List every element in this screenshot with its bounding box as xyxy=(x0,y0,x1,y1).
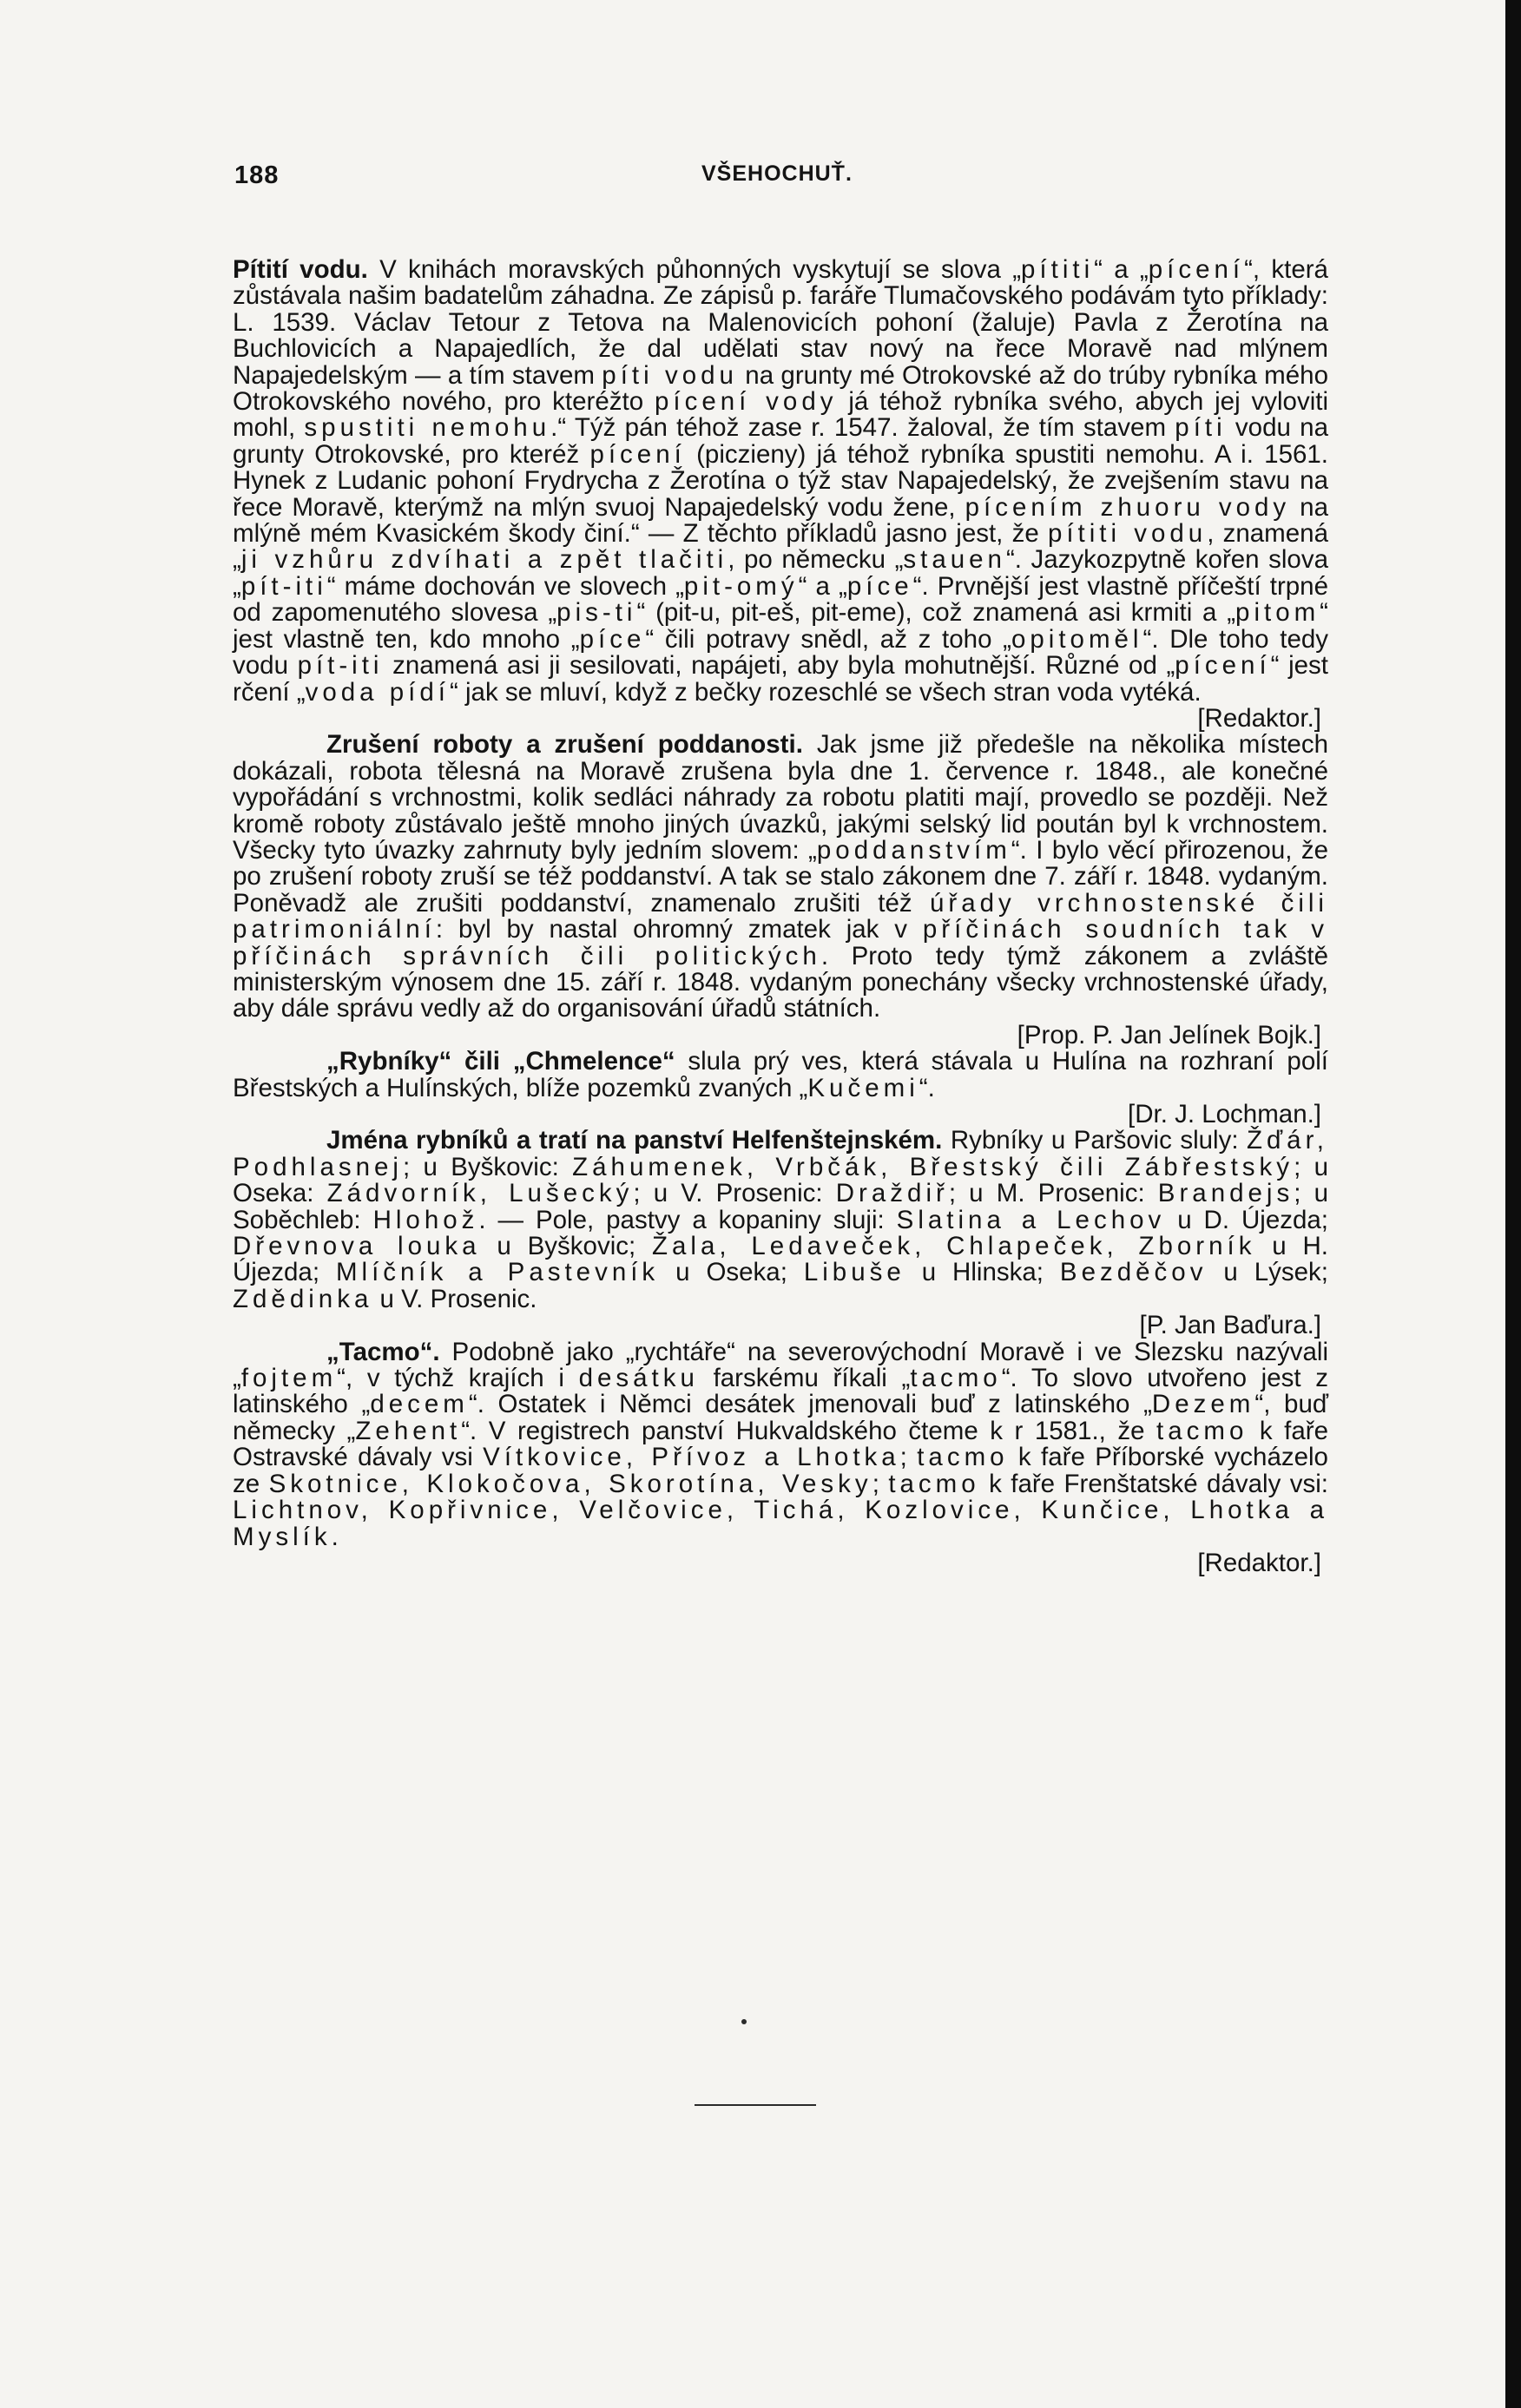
spaced-term: decem xyxy=(370,1390,469,1419)
entry-text: “ jest rčení „ xyxy=(233,651,1328,707)
spaced-term: Zehent xyxy=(355,1416,462,1445)
spaced-term: pis-ti xyxy=(556,598,637,628)
article-entry xyxy=(233,1128,1328,1339)
spaced-term: tacmo xyxy=(1156,1416,1248,1445)
running-title: VŠEHOCHUŤ. xyxy=(701,161,853,186)
entry-text: na grunty mé Otrokovské až do trúby rybníka mého Otrokovského nového, pro kteréžto xyxy=(233,360,1328,417)
entry-text: ; u Soběchleb: xyxy=(233,1179,1328,1234)
article-body xyxy=(233,257,1328,1576)
spaced-term: pitom xyxy=(1235,598,1320,628)
entry-title: „Rybníky“ čili „Chmelence“ xyxy=(326,1047,675,1076)
spaced-term: tacmo xyxy=(910,1364,1002,1393)
entry-text: u Oseka; xyxy=(659,1258,804,1287)
spaced-term: Mlíčník a Pastevník xyxy=(335,1258,660,1287)
entry-text: “, v týchž krajích i xyxy=(337,1364,579,1393)
article-entry xyxy=(233,1339,1328,1577)
spaced-term: Vítkovice, Přívoz a Lhotka xyxy=(483,1443,900,1472)
article-entry xyxy=(233,1049,1328,1128)
entry-text: k faře Frenštatské dávaly vsi: xyxy=(979,1469,1328,1498)
entry-signature: [P. Jan Baďura.] xyxy=(1139,1311,1321,1340)
spaced-term: píce xyxy=(579,624,646,654)
entry-text: V knihách moravských půhonných vyskytují se slova „ xyxy=(367,255,1022,284)
entry-text: , znamená „ xyxy=(233,519,1328,575)
entry-text: u D. Újezda; xyxy=(1165,1205,1329,1234)
spaced-term: pítiti vodu xyxy=(1047,519,1208,549)
page-header xyxy=(0,161,1521,196)
spaced-term: spustiti nemohu xyxy=(304,413,551,443)
entry-text: Rybníky u Paršovic sluly: xyxy=(942,1126,1248,1155)
article-entry xyxy=(233,257,1328,732)
spaced-term: stauen xyxy=(903,545,1006,575)
spaced-term: píti vodu xyxy=(602,360,738,390)
entry-signature: [Dr. J. Lochman.] xyxy=(1128,1100,1321,1128)
spaced-term: tacmo xyxy=(917,1443,1009,1472)
spaced-term: pícení vody xyxy=(654,387,838,417)
spaced-term: Lichtnov, Kopřivnice, Velčovice, Tichá, Kozlovice, Kunčice, Lhotka a Myslík xyxy=(233,1496,1328,1551)
spaced-term: opitoměl xyxy=(1011,624,1143,654)
ink-speck xyxy=(741,2019,747,2024)
spaced-term: Brandejs xyxy=(1157,1179,1294,1208)
entry-text: “ jak se mluví, když z bečky rozeschlé se všech stran voda vytéká. xyxy=(449,677,1202,707)
entry-text: ; xyxy=(899,1443,918,1472)
entry-text: “. To slovo utvořeno jest z latinského „ xyxy=(233,1364,1328,1419)
entry-text: slula prý ves, která stávala u Hulína na rozhraní polí Břestských a Hulínských, blíže pozemků zvaných „ xyxy=(233,1047,1328,1102)
entry-text: “. Jazykozpytně kořen slova „ xyxy=(233,545,1328,601)
spaced-term: Dřevnova louka xyxy=(233,1232,481,1261)
spaced-term: desátku xyxy=(578,1364,699,1393)
entry-text: Jak jsme již předešle na několika místech dokázali, robota tělesná na Moravě zrušena byla dne 1. července r. 1848., ale konečné vypořádání s vrchnostmi, kolik sedláci náhrady za robotu platiti mají, provedlo se později. Než kromě roboty zůstávalo ještě mnoho jiných úvazků, jakými selský lid poután byl k vrchnostem. Všecky tyto úvazky zahrnuty byly jedním slovem: „ xyxy=(233,730,1328,865)
entry-text: “ čili potravy snědl, až z toho „ xyxy=(645,624,1011,654)
entry-text: , po německu „ xyxy=(728,545,904,575)
spaced-term: Libuše xyxy=(803,1258,905,1287)
spaced-term: příčinách soudních tak v příčinách správních čili politických xyxy=(233,915,1329,970)
article-entry xyxy=(233,732,1328,1049)
spaced-term: Bezděčov xyxy=(1059,1258,1208,1287)
page-number: 188 xyxy=(234,161,280,189)
entry-text: ; u Byškovic: xyxy=(402,1152,573,1181)
entry-text: “ jest vlastně ten, kdo mnoho „ xyxy=(233,598,1328,654)
entry-title: Pítití vodu. xyxy=(233,255,368,284)
entry-text: u Byškovic; xyxy=(480,1232,652,1261)
entry-text: na mlýně mém Kvasickém škody činí.“ — Z těchto příkladů jasno jest, že xyxy=(233,492,1328,549)
spaced-term: voda pídí xyxy=(305,677,450,707)
entry-signature: [Redaktor.] xyxy=(1197,703,1321,733)
spaced-term: Hlohož xyxy=(372,1205,479,1234)
end-rule xyxy=(695,2104,816,2106)
entry-text: znamená asi ji sesilovati, napájeti, aby byla mohutnější. Různé od „ xyxy=(383,651,1175,681)
entry-text: “ a „ xyxy=(1094,255,1149,284)
entry-text: u H. Újezda; xyxy=(233,1232,1328,1287)
spaced-term: pícením zhuoru vody xyxy=(965,492,1291,522)
spaced-term: Žďár, Podhlasnej xyxy=(233,1126,1328,1181)
entry-text: “. xyxy=(919,1073,935,1102)
entry-text: . xyxy=(331,1522,339,1551)
spaced-term: Záhumenek, Vrbčák, Břestský čili Zábřestský xyxy=(572,1152,1294,1181)
entry-text: ; u M. Prosenic: xyxy=(948,1179,1158,1208)
spaced-term: poddanstvím xyxy=(816,835,1011,865)
entry-text: u Hlinska; xyxy=(905,1258,1060,1287)
spaced-term: píti xyxy=(1175,413,1227,443)
entry-text: Podobně jako „rychtáře“ na severovýchodní Moravě i ve Slezsku nazývali „ xyxy=(233,1337,1328,1393)
spaced-term: Žala, Ledaveček, Chlapeček, Zborník xyxy=(652,1232,1256,1261)
spaced-term: úřady vrchnostenské čili patrimoniální xyxy=(233,888,1328,944)
entry-text: “ a „ xyxy=(798,571,847,601)
entry-text: k faře Příborské vycházelo ze xyxy=(233,1443,1328,1498)
spaced-term: pícení xyxy=(1175,651,1271,681)
entry-text: . Proto tedy týmž zákonem a zvláště ministerským výnosem dne 15. září r. 1848. vydaným ponechány všecky vrchnostenské úřady, aby dále správu vedly až do organisování úřadů státních. xyxy=(233,941,1328,1023)
spaced-term: pícení xyxy=(589,439,686,469)
spaced-term: Skotnice, Klokočova, Skorotína, Vesky xyxy=(268,1469,872,1498)
entry-text: “ (pit-u, pit-eš, pit-eme), což znamená asi krmiti a „ xyxy=(636,598,1236,628)
spaced-term: fojtem xyxy=(240,1364,338,1393)
spaced-term: Slatina a Lechov xyxy=(896,1205,1166,1234)
spaced-term: pícení xyxy=(1148,255,1245,284)
spaced-term: Dezem xyxy=(1151,1390,1255,1419)
entry-text: “. Dle toho tedy vodu xyxy=(233,624,1329,681)
spaced-term: tacmo xyxy=(888,1469,980,1498)
spaced-term: pit-omý xyxy=(683,571,799,601)
entry-signature: [Prop. P. Jan Jelínek Bojk.] xyxy=(1017,1020,1321,1049)
entry-title: „Tacmo“. xyxy=(326,1337,440,1366)
entry-text: ; u Oseka: xyxy=(233,1152,1328,1208)
entry-text: “. Ostatek i Němci desátek jmenovali buď z latinského „ xyxy=(468,1390,1152,1419)
entry-text: (piczieny) já téhož rybníka spustiti nemohu. A i. 1561. Hynek z Ludanic pohoní Frydrycha z Žerotína o týž stav Napajedelský, že zvejšením stavu na řece Moravě, kterýmž na mlýn svuoj Napajedelský vodu žene, xyxy=(233,439,1329,522)
entry-text: farskému říkali „ xyxy=(698,1364,911,1393)
entry-text: u V. Prosenic. xyxy=(372,1284,537,1313)
spaced-term: píce xyxy=(846,571,913,601)
entry-text: já téhož rybníka svého, abych jej vyloviti mohl, xyxy=(233,387,1328,443)
entry-text: .“ Týž pán téhož zase r. 1547. žaloval, že tím stavem xyxy=(550,413,1175,443)
spaced-term: pítiti xyxy=(1021,255,1095,284)
entry-text: ; u V. Prosenic: xyxy=(633,1179,836,1208)
entry-title: Jména rybníků a tratí na panství Helfenštejnském. xyxy=(326,1126,943,1155)
entry-text: u Lýsek; xyxy=(1207,1258,1328,1287)
entry-text: “. I bylo věcí přirozenou, že po zrušení roboty zruší se též poddanství. A tak se stalo zákonem dne 7. září r. 1848. vydaným. Poněvadž ale zrušiti poddanství, znamenalo zrušiti též xyxy=(233,835,1328,918)
entry-text: “. V registrech panství Hukvaldského čteme k r 1581., že xyxy=(461,1416,1157,1445)
entry-text: vodu na grunty Otrokovské, pro kteréž xyxy=(233,413,1328,469)
entry-text: k faře Ostravské dávaly vsi xyxy=(233,1416,1328,1472)
spaced-term: Kučemi xyxy=(807,1073,919,1102)
spaced-term: Zdědinka xyxy=(233,1284,373,1313)
entry-text: “, která zůstávala našim badatelům záhadna. Ze zápisů p. faráře Tlumačovského podávám tyto příklady: L. 1539. Václav Tetour z Tetova na Malenovicích pohoní (žaluje) Pavla z Žerotína na Buchlovicích a Napajedlích, že dal udělati stav nový na řece Moravě nad mlýnem Napajedelským — a tím stavem xyxy=(233,255,1328,390)
entry-text: “. Prvnější jest vlastně příčeští trpné od zapomenutého slovesa „ xyxy=(233,571,1328,628)
spaced-term: pít-iti xyxy=(240,571,327,601)
entry-text: “, buď německy „ xyxy=(233,1390,1329,1445)
spaced-term: ji vzhůru zdvíhati a zpět tlačiti xyxy=(240,545,728,575)
entry-text: ; xyxy=(872,1469,889,1498)
spaced-term: Draždiř xyxy=(835,1179,949,1208)
spaced-term: pít-iti xyxy=(297,651,384,681)
entry-text: . — Pole, pastvy a kopaniny sluji: xyxy=(478,1205,897,1234)
spaced-term: Zádvorník, Lušecký xyxy=(326,1179,634,1208)
entry-signature: [Redaktor.] xyxy=(1197,1548,1321,1577)
entry-text: : byl by nastal ohromný zmatek jak v xyxy=(435,915,923,944)
entry-text: “ máme dochován ve slovech „ xyxy=(326,571,684,601)
page-edge-shadow xyxy=(1505,0,1521,2408)
entry-title: Zrušení roboty a zrušení poddanosti. xyxy=(326,730,803,760)
